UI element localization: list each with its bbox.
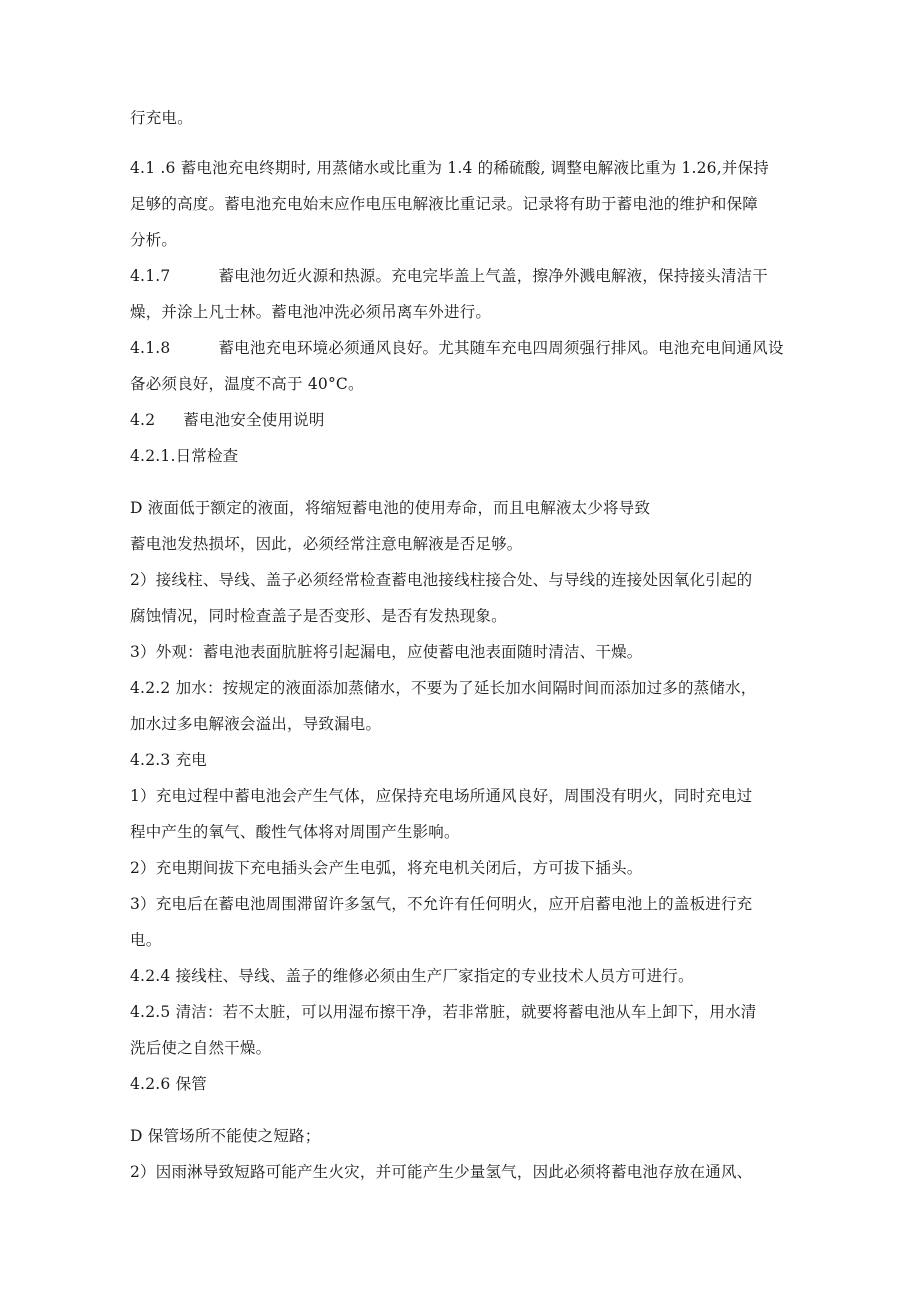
text-line: 2）充电期间拔下充电插头会产生电弧，将充电机关闭后，方可拔下插头。 (130, 859, 643, 877)
text-line: D 保管场所不能使之短路； (130, 1127, 321, 1145)
text-line: 4.2.2 加水：按规定的液面添加蒸储水，不要为了延长加水间隔时间而添加过多的蒸储水， (130, 679, 757, 697)
text-line: 1）充电过程中蓄电池会产生气体，应保持充电场所通风良好，周围没有明火，同时充电过 (130, 787, 753, 805)
section-number: 4.1.8 (130, 339, 171, 357)
text-line: 行充电。 (130, 109, 193, 127)
text-line: 2）因雨淋导致短路可能产生火灾，并可能产生少量氢气，因此必须将蓄电池存放在通风、 (130, 1163, 753, 1181)
text-line: 3）充电后在蓄电池周围滞留许多氢气，不允许有任何明火，应开启蓄电池上的盖板进行充 (130, 895, 753, 913)
text-line: 加水过多电解液会溢出，导致漏电。 (130, 715, 382, 733)
text-line: 洗后使之自然干燥。 (130, 1039, 272, 1057)
text-line: 电。 (130, 931, 162, 949)
text-line: 分析。 (130, 231, 178, 249)
text-line: 2）接线柱、导线、盖子必须经常检查蓄电池接线柱接合处、与导线的连接处因氧化引起的 (130, 571, 753, 589)
text-line: 3）外观：蓄电池表面肮脏将引起漏电，应使蓄电池表面随时清洁、干燥。 (130, 643, 643, 661)
text-line: 4.2.5 清洁：若不太脏，可以用湿布擦干净，若非常脏，就要将蓄电池从车上卸下，用水清 (130, 1003, 757, 1021)
section-number: 4.1.7 (130, 267, 171, 285)
text-line: D 液面低于额定的液面，将缩短蓄电池的使用寿命，而且电解液太少将导致 (130, 499, 651, 517)
subsection-heading: 4.2.1.日常检查 (130, 447, 239, 465)
subsection-heading: 4.2.6 保管 (130, 1075, 207, 1093)
text-line: 4.2.4 接线柱、导线、盖子的维修必须由生产厂家指定的专业技术人员方可进行。 (130, 967, 694, 985)
section-number: 4.2 (130, 411, 156, 429)
section-line: 4.1.8 蓄电池充电环境必须通风良好。尤其随车充电四周须强行排风。电池充电间通风设 (130, 339, 784, 357)
text-line: 4.1 .6 蓄电池充电终期时, 用蒸储水或比重为 1.4 的稀硫酸, 调整电解液比重为 1.26,并保持 (130, 159, 769, 177)
text-line: 腐蚀情况，同时检查盖子是否变形、是否有发热现象。 (130, 607, 507, 625)
text-line: 蓄电池发热损坏，因此，必须经常注意电解液是否足够。 (130, 535, 523, 553)
text-line: 燥，并涂上凡士林。蓄电池冲洗必须吊离车外进行。 (130, 303, 492, 321)
text-line: 足够的高度。蓄电池充电始末应作电压电解液比重记录。记录将有助于蓄电池的维护和保障 (130, 195, 759, 213)
section-heading: 4.2 蓄电池安全使用说明 (130, 411, 325, 429)
section-line: 4.1.7 蓄电池勿近火源和热源。充电完毕盖上气盖，擦净外溅电解液，保持接头清洁干 (130, 267, 768, 285)
subsection-heading: 4.2.3 充电 (130, 751, 207, 769)
text-line: 程中产生的氧气、酸性气体将对周围产生影响。 (130, 823, 460, 841)
text-line: 备必须良好，温度不高于 40°C。 (130, 375, 364, 393)
